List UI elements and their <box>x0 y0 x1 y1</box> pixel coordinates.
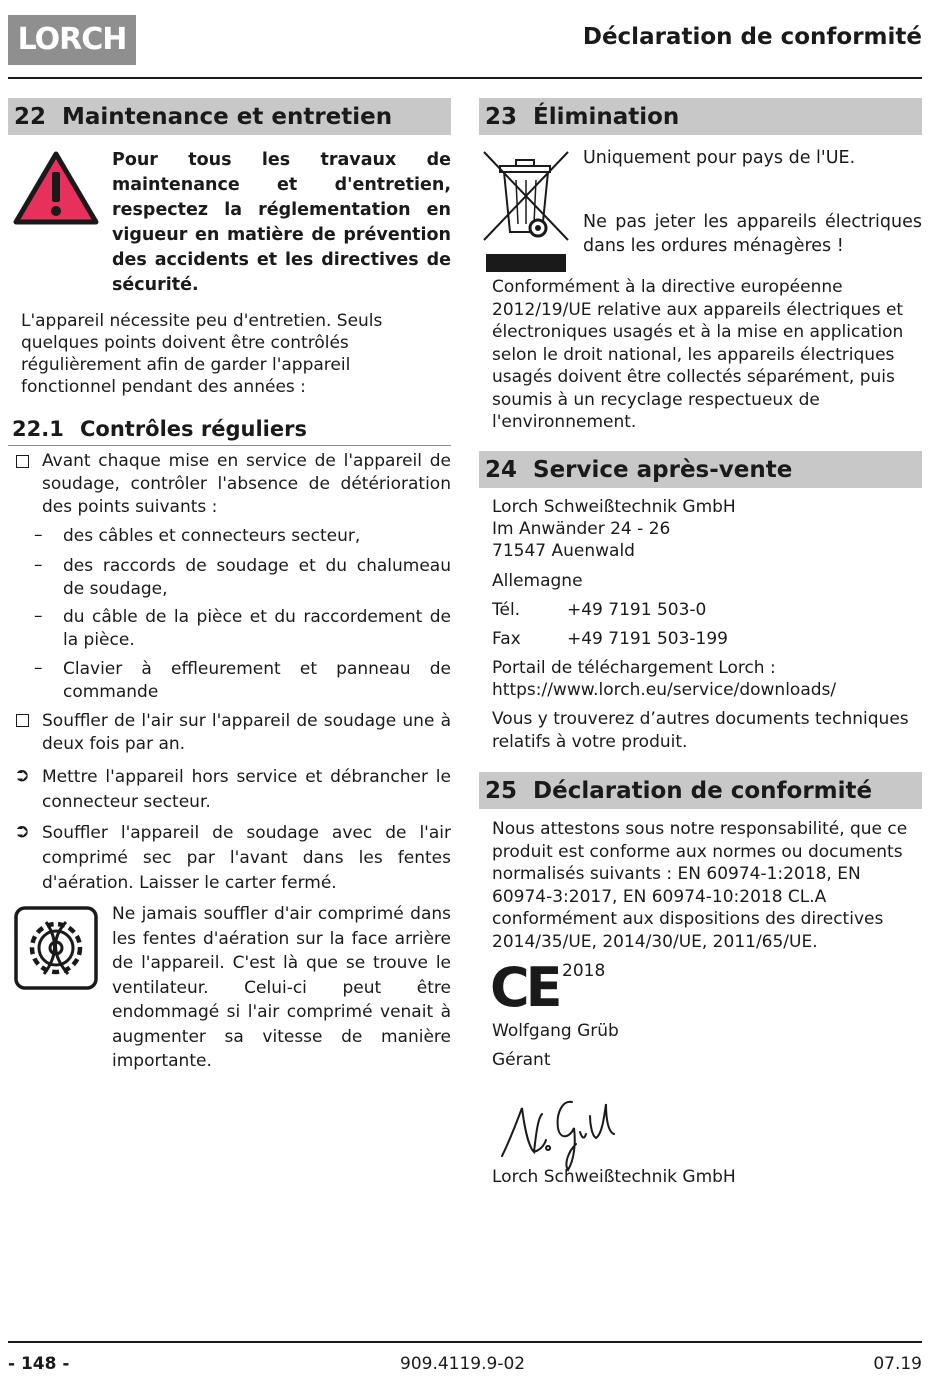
action-arrow-icon: ➲ <box>14 820 30 842</box>
disposal-warning: Ne pas jeter les appareils électriques dans les ordures ménagères ! <box>583 212 922 256</box>
section-23-header <box>479 98 922 135</box>
section-22-header <box>8 98 451 135</box>
subsection-number: 22.1 <box>12 417 64 441</box>
declaration-company: Lorch Schweißtechnik GmbH <box>492 1167 736 1187</box>
dash-item: du câble de la pièce et du raccordement de la pièce. <box>63 607 451 650</box>
section-title: Élimination <box>533 104 680 130</box>
fan-damage-caution-icon <box>14 906 98 990</box>
eu-only-note: Uniquement pour pays de l'UE. <box>583 148 856 168</box>
disposal-directive-text: Conformément à la directive européenne 2012/19/UE relative aux appareils électriques et électroniques usagés et à la mise en application selon le droit national, les appareils électriques usagés doivent être collectés séparément, puis soumis à un recyclage respectueux de l'environnement. <box>492 277 904 432</box>
warning-text: Pour tous les travaux de maintenance et d'entretien, respectez la réglementation en vigueur en matière de prévention des accidents et les directives de sécurité. <box>112 150 451 295</box>
action-arrow-icon: ➲ <box>14 764 30 786</box>
signer-name: Wolfgang Grüb <box>492 1021 619 1041</box>
ce-year: 2018 <box>562 961 606 981</box>
action-step: Souffler l'appareil de soudage avec de l'air comprimé sec par l'avant dans les fentes d'aération. Laisser le carter fermé. <box>42 823 451 893</box>
handwritten-signature <box>498 1094 620 1174</box>
signer-role: Gérant <box>492 1050 551 1070</box>
header-title: Déclaration de conformité <box>582 24 922 50</box>
section-number: 22 <box>14 104 47 130</box>
document-date: 07.19 <box>873 1354 922 1374</box>
service-street: Im Anwänder 24 - 26 <box>492 519 671 539</box>
page-number: - 148 - <box>8 1354 70 1374</box>
checkbox-icon <box>16 455 29 468</box>
conformity-statement: Nous attestons sous notre responsabilité, que ce produit est conforme aux normes ou documents normalisés suivants : EN 60974-1:2018, EN 60974-3:2017, EN 60974-10:2018 CL.A conformément aux dispositions des directives 2014/35/UE, 2014/30/UE, 2011/65/UE. <box>492 819 908 952</box>
service-company: Lorch Schweißtechnik GmbH <box>492 497 736 517</box>
footer-rule <box>8 1341 922 1343</box>
section-25-header <box>479 772 922 809</box>
maintenance-intro: L'appareil nécessite peu d'entretien. Seuls quelques points doivent être contrôlés régulièrement afin de garder l'appareil fonctionnel pendant des années : <box>21 311 383 397</box>
section-title: Service après-vente <box>533 457 793 483</box>
dash-bullet: – <box>34 606 43 626</box>
dash-bullet: – <box>34 658 43 678</box>
crossed-out-bin-icon <box>480 148 572 274</box>
dash-item: des raccords de soudage et du chalumeau de soudage, <box>63 556 451 599</box>
section-number: 24 <box>485 457 518 483</box>
tel-number: +49 7191 503-0 <box>567 600 707 620</box>
dash-bullet: – <box>34 555 43 575</box>
subsection-22-1 <box>12 417 307 441</box>
ce-mark: CE <box>490 956 559 1019</box>
lorch-logo: LORCH <box>8 15 136 65</box>
download-portal-link[interactable]: https://www.lorch.eu/service/downloads/ <box>492 680 837 700</box>
subsection-title: Contrôles réguliers <box>80 417 307 441</box>
checklist-item: Avant chaque mise en service de l'appareil de soudage, contrôler l'absence de détérioration des points suivants : <box>42 451 451 517</box>
download-portal-label: Portail de téléchargement Lorch : <box>492 658 776 678</box>
header-rule <box>8 77 922 79</box>
checklist-item: Souffler de l'air sur l'appareil de soudage une à deux fois par an. <box>42 711 451 754</box>
tel-label: Tél. <box>492 600 521 620</box>
fax-label: Fax <box>492 629 521 649</box>
dash-bullet: – <box>34 525 43 545</box>
dash-item: des câbles et connecteurs secteur, <box>63 526 361 546</box>
section-number: 23 <box>485 104 518 130</box>
dash-item: Clavier à effleurement et panneau de commande <box>63 659 451 702</box>
warning-triangle-icon <box>12 150 100 228</box>
service-city: 71547 Auenwald <box>492 541 635 561</box>
section-title: Déclaration de conformité <box>533 778 873 804</box>
service-country: Allemagne <box>492 571 583 591</box>
action-step: Mettre l'appareil hors service et débrancher le connecteur secteur. <box>42 767 451 812</box>
fax-number: +49 7191 503-199 <box>567 629 728 649</box>
checkbox-icon <box>16 714 29 727</box>
caution-text: Ne jamais souffler d'air comprimé dans les fentes d'aération sur la face arrière de l'appareil. C'est là que se trouve le ventilateur. Celui-ci peut être endommagé si l'air comprimé venait à augmenter sa vitesse de manière importante. <box>112 904 451 1071</box>
document-number: 909.4119.9-02 <box>400 1354 526 1374</box>
section-number: 25 <box>485 778 518 804</box>
technical-docs-note: Vous y trouverez d’autres documents techniques relatifs à votre produit. <box>492 709 909 752</box>
section-title: Maintenance et entretien <box>62 104 393 130</box>
subsection-rule <box>8 445 451 446</box>
section-24-header <box>479 451 922 488</box>
